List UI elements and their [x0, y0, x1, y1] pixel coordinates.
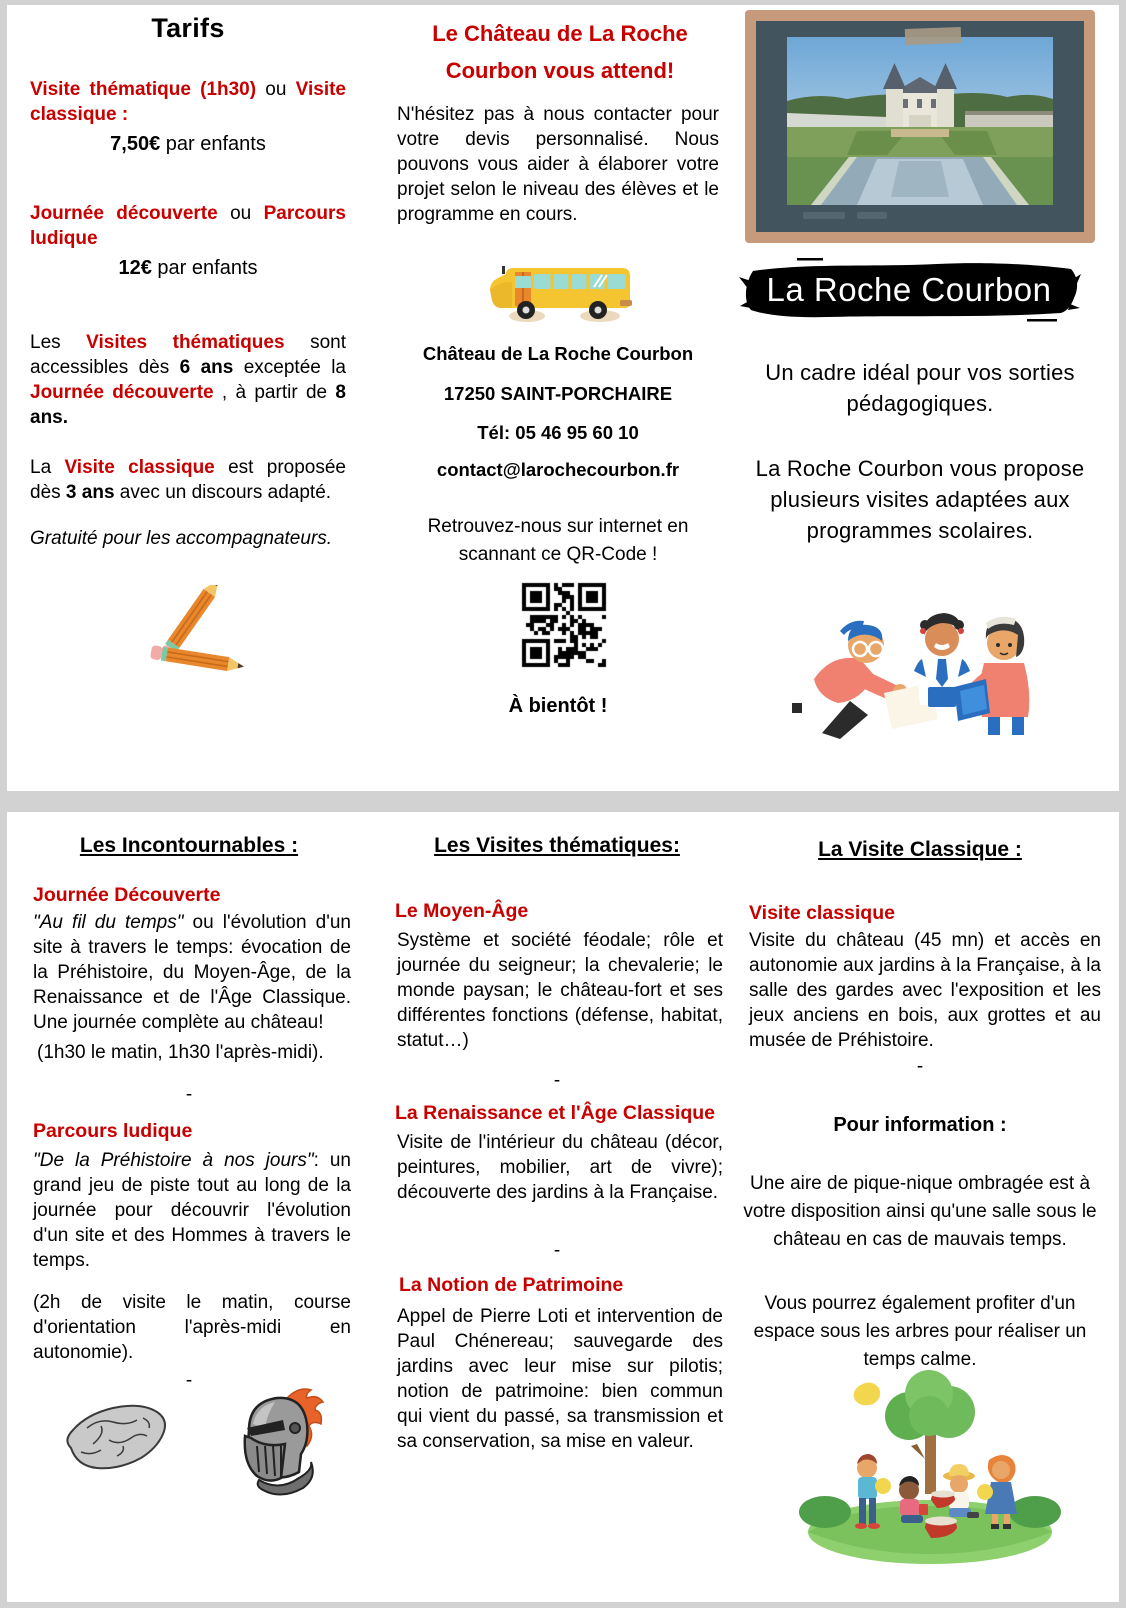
para-parcours-ludique: "De la Préhistoire à nos jours": un grand jeu de piste tout au long de la journée pour découvrir l'évolution d'un site et des Hommes à travers le temps.: [33, 1150, 351, 1271]
separator-dash: -: [553, 1070, 561, 1091]
children-reading-illustration: [792, 583, 1060, 741]
separator-dash: -: [916, 1056, 924, 1077]
tarifs-paragraph-1: Les Visites thématiques sont accessibles dès 6 ans exceptée la Journée découverte , à partir de 8 ans.: [30, 332, 346, 428]
para-moyen-age: Système et société féodale; rôle et journée du seigneur; la chevalerie; le monde paysan; le château-fort et ses différentes fonctions (défense, habitat, statut…): [397, 930, 723, 1051]
page-2: [7, 812, 1119, 1602]
para-renaissance: Visite de l'intérieur du château (décor, peintures, mobilier, art de vivre); découverte des jardins à la Française.: [397, 1132, 723, 1203]
bye-line: À bientôt !: [508, 695, 608, 717]
school-bus-icon: [482, 260, 637, 324]
sub-parcours-ludique: Parcours ludique: [33, 1120, 193, 1142]
sub-journee-decouverte: Journée Découverte: [33, 884, 221, 906]
prehistoric-stone-icon: [57, 1400, 172, 1480]
para-temps-calme: Vous pourrez également profiter d'un espace sous les arbres pour réaliser un temps calme.: [753, 1293, 1087, 1370]
framed-chateau-photo: [745, 10, 1095, 243]
heading-visite-classique: La Visite Classique :: [818, 838, 1022, 861]
contact-phone: Tél: 05 46 95 60 10: [477, 422, 639, 443]
heading-incontournables: Les Incontournables :: [79, 834, 299, 857]
sub-patrimoine: La Notion de Patrimoine: [399, 1274, 624, 1296]
heading-visites-thematiques: Les Visites thématiques:: [434, 834, 680, 857]
contact-name: Château de La Roche Courbon: [422, 343, 694, 364]
black-brush-banner: [737, 257, 1081, 323]
separator-dash: -: [553, 1240, 561, 1261]
sub-visite-classique: Visite classique: [749, 902, 895, 924]
separator-dash: -: [185, 1084, 193, 1105]
tarifs-head1: Visite thématique (1h30) ou Visite classique :: [30, 79, 346, 125]
tagline-2: La Roche Courbon vous propose plusieurs visites adaptées aux programmes scolaires.: [755, 456, 1085, 543]
contact-email: contact@larochecourbon.fr: [436, 459, 680, 480]
heading-pour-information: Pour information :: [833, 1114, 1007, 1136]
para-pique-nique: Une aire de pique-nique ombragée est à votre disposition ainsi qu'une salle sous le château en cas de mauvais temps.: [743, 1173, 1097, 1250]
knight-helmet-icon: [229, 1384, 325, 1506]
para-horaires-1: (1h30 le matin, 1h30 l'après-midi).: [37, 1042, 324, 1063]
banner-title: La Roche Courbon: [766, 271, 1052, 308]
center-intro: N'hésitez pas à nous contacter pour votre devis personnalisé. Nous pouvons vous aider à élaborer votre projet selon le niveau des élèves et le programme en cours.: [397, 104, 719, 225]
para-patrimoine: Appel de Pierre Loti et intervention de Paul Chénereau; sauvegarde des jardins avec leur mise sur pilotis; notion de patrimoine: bien commun qui vient du passé, sa transmission et sa conservation, sa mise en valeur.: [397, 1306, 723, 1452]
picnic-illustration: [797, 1364, 1062, 1564]
tarifs-head2: Journée découverte ou Parcours ludique: [30, 203, 346, 249]
tarifs-title: Tarifs: [151, 13, 225, 43]
tarifs-price-1: 7,50€ par enfants: [110, 133, 266, 155]
tarifs-price-2: 12€ par enfants: [118, 257, 258, 279]
page-1: [7, 5, 1119, 791]
qr-caption: Retrouvez-nous sur internet en scannant ce QR-Code !: [427, 516, 689, 565]
qr-code: [516, 577, 612, 673]
separator-dash: -: [185, 1370, 193, 1391]
center-title: Le Château de La Roche Courbon vous attend!: [432, 21, 688, 83]
contact-city: 17250 SAINT-PORCHAIRE: [443, 383, 673, 404]
pencils-icon: [107, 585, 252, 690]
tarifs-paragraph-2: La Visite classique est proposée dès 3 ans avec un discours adapté.: [30, 457, 346, 503]
tarifs-gratuite: Gratuité pour les accompagnateurs.: [30, 528, 333, 549]
para-visite-classique: Visite du château (45 mn) et accès en autonomie aux jardins à la Française, à la salle des gardes avec l'exposition et les jeux anciens en bois, aux grottes et au musée de Préhistoire.: [749, 930, 1101, 1051]
para-horaires-2: (2h de visite le matin, course d'orientation l'après-midi en autonomie).: [33, 1292, 351, 1363]
sub-moyen-age: Le Moyen-Âge: [395, 900, 529, 922]
sub-renaissance: La Renaissance et l'Âge Classique: [395, 1102, 716, 1124]
tagline-1: Un cadre idéal pour vos sorties pédagogiques.: [765, 360, 1075, 416]
para-journee-decouverte: "Au fil du temps" ou l'évolution d'un site à travers le temps: évocation de la Préhistoire, du Moyen-Âge, de la Renaissance et de l'Âge Classique. Une journée complète au château!: [33, 912, 351, 1033]
